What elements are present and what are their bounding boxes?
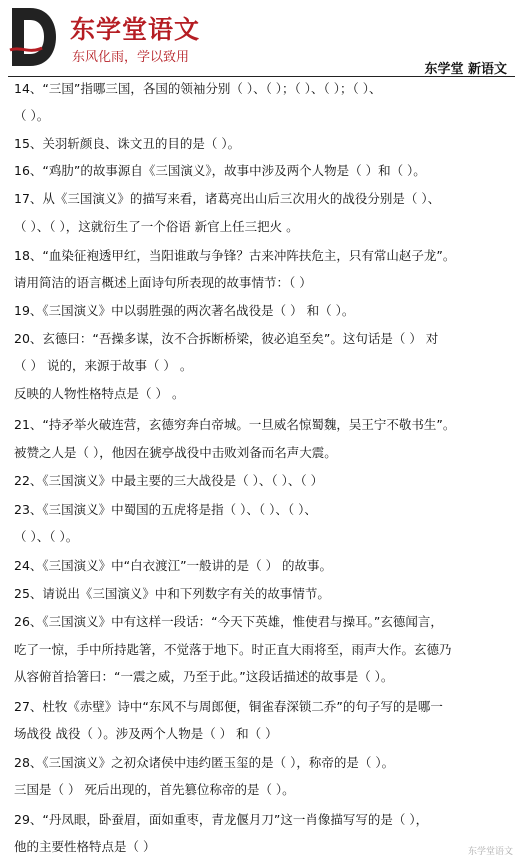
question-line: 24、《三国演义》中“白衣渡江”一般讲的是（ ） 的故事。 [14, 558, 333, 573]
question-line: 场战役 战役（ ）。涉及两个人物是（ ） 和（ ） [14, 726, 278, 741]
question-line: （ ）、（ ）。 [14, 529, 79, 544]
question-line: 19、《三国演义》中以弱胜强的两次著名战役是（ ） 和（ ）。 [14, 303, 355, 318]
question-line: 16、“鸡肋”的故事源自《三国演义》，故事中涉及两个人物是（ ）和（ ）。 [14, 163, 426, 178]
question-line: 21、“持矛举火破连营，玄德穷奔白帝城。一旦威名惊蜀魏，吴王宁不敬书生”。 [14, 417, 456, 432]
question-line: 三国是（ ） 死后出现的，首先篡位称帝的是（ ）。 [14, 782, 295, 797]
school-logo-icon [8, 6, 58, 68]
question-line: 他的主要性格特点是（ ） [14, 839, 156, 854]
question-line: 26、《三国演义》中有这样一段话：“今天下英雄，惟使君与操耳。”玄德闻言， [14, 614, 443, 629]
question-line: 22、《三国演义》中最主要的三大战役是（ ）、（ ）、（ ） [14, 473, 324, 488]
header-divider [8, 76, 515, 77]
page-header [0, 0, 523, 80]
question-line: 吃了一惊，手中所持匙箸，不觉落于地下。时正直大雨将至，雨声大作。玄德乃 [14, 642, 452, 657]
question-line: 28、《三国演义》之初众诸侯中违约匿玉玺的是（ ），称帝的是（ ）。 [14, 755, 395, 770]
question-line: （ ）、（ ），这就衍生了一个俗语 新官上任三把火 。 [14, 219, 299, 234]
question-line: 25、请说出《三国演义》中和下列数字有关的故事情节。 [14, 586, 330, 601]
brand-name: 东学堂语文 [70, 15, 201, 44]
brand-slogan: 东风化雨，学以致用 [72, 50, 190, 65]
question-line: 被赞之人是（ ），他因在猇亭战役中击败刘备而名声大震。 [14, 445, 337, 460]
question-line: 请用简洁的语言概述上面诗句所表现的故事情节：（ ） [14, 275, 312, 290]
question-line: （ ）。 [14, 108, 50, 123]
question-line: （ ） 说的，来源于故事（ ） 。 [14, 358, 193, 373]
question-line: 14、“三国”指哪三国，各国的领袖分别（ ）、（ ）；（ ）、（ ）；（ ）、 [14, 81, 382, 96]
question-line: 从容俯首拾箸曰：“一震之威，乃至于此。”这段话描述的故事是（ ）。 [14, 669, 394, 684]
question-line: 27、杜牧《赤壁》诗中“东风不与周郎便，铜雀春深锁二乔”的句子写的是哪一 [14, 699, 443, 714]
question-line: 20、玄德曰：“吾操多谋，汝不合拆断桥梁，彼必追至矣”。这句话是（ ） 对 [14, 331, 439, 346]
footer-watermark: 东学堂语文 [467, 847, 513, 857]
header-right-label: 东学堂 新语文 [424, 62, 507, 77]
question-line: 反映的人物性格特点是（ ） 。 [14, 386, 185, 401]
question-line: 29、“丹凤眼，卧蚕眉，面如重枣，青龙偃月刀”这一肖像描写写的是（ ）， [14, 812, 429, 827]
question-line: 17、从《三国演义》的描写来看，诸葛亮出山后三次用火的战役分别是（ ）、 [14, 191, 441, 206]
question-line: 18、“血染征袍透甲红，当阳谁敢与争锋？古来冲阵扶危主，只有常山赵子龙”。 [14, 248, 456, 263]
question-line: 15、关羽斩颜良、诛文丑的目的是（ ）。 [14, 136, 241, 151]
question-line: 23、《三国演义》中蜀国的五虎将是指（ ）、（ ）、（ ）、 [14, 502, 317, 517]
